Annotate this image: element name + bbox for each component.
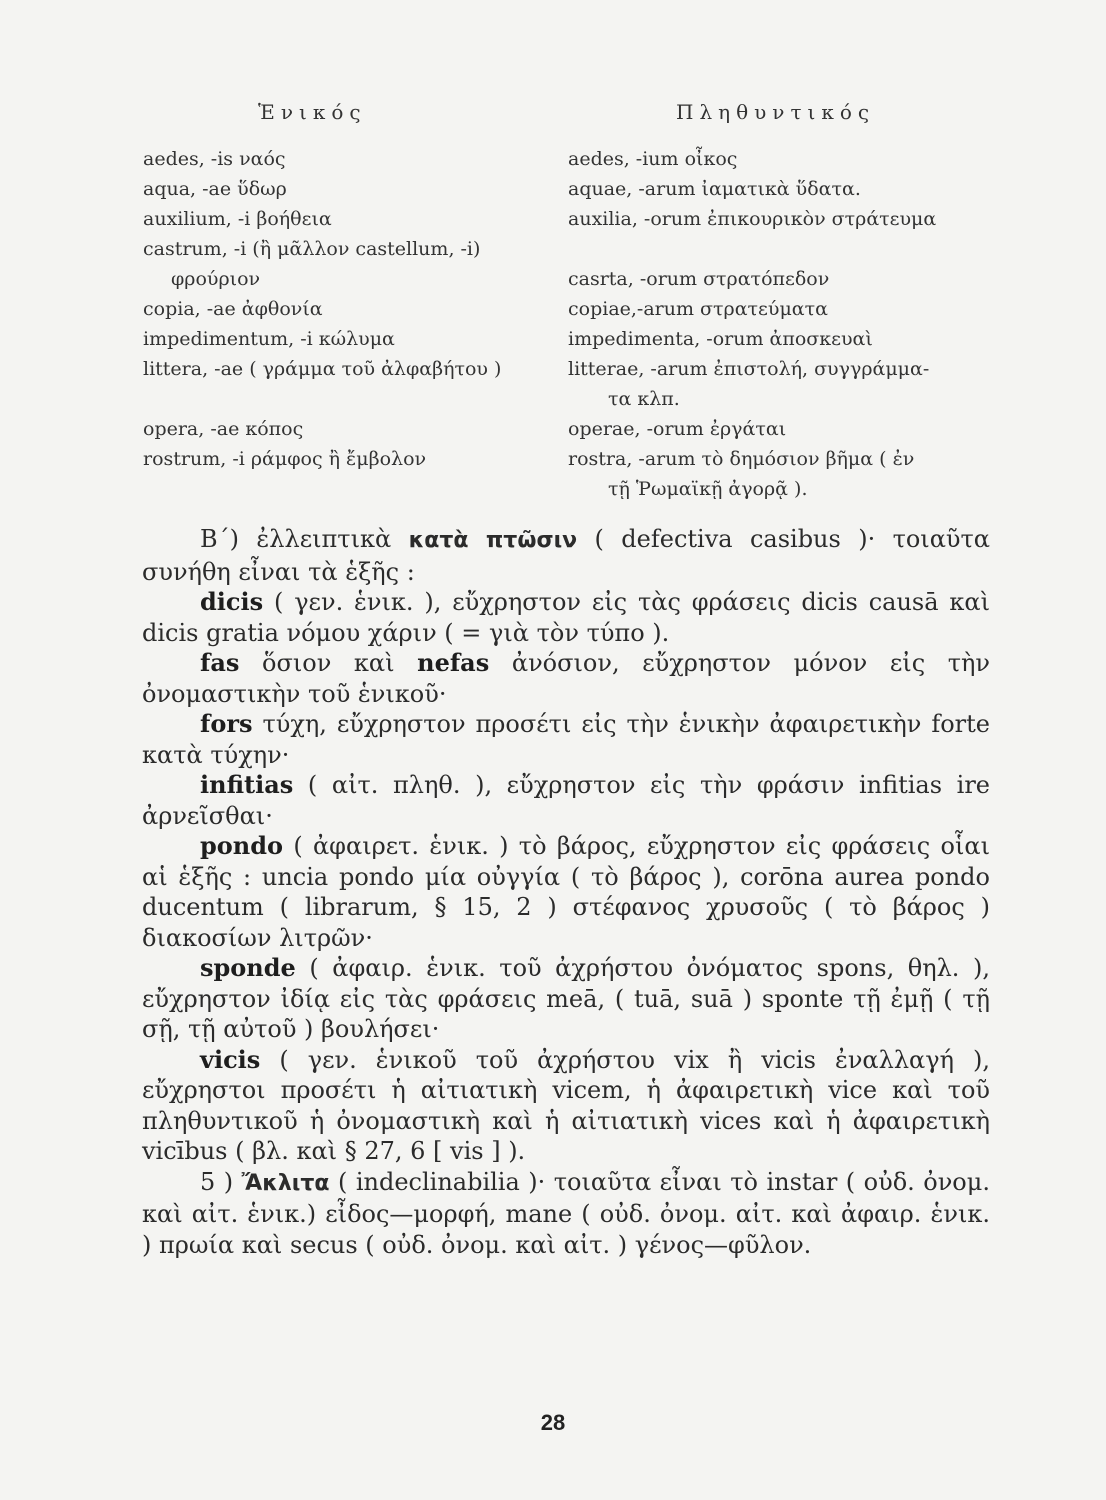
plural-row: aedes, -ium οἶκος bbox=[568, 148, 738, 170]
section-intro: Β΄) ἐλλειπτικὰ κατὰ πτῶσιν ( defectiva casibus )· τοιαῦτα συνήθη εἶναι τὰ ἑξῆς : bbox=[142, 525, 990, 586]
plural-row: τα κλπ. bbox=[608, 388, 680, 410]
plural-row: operae, -orum ἐργάται bbox=[568, 418, 787, 440]
entry-term: fors bbox=[200, 709, 253, 738]
entry-term: sponde bbox=[200, 953, 296, 982]
singular-heading: Ἑνικός bbox=[258, 100, 367, 124]
section-heading: κατὰ πτῶσιν bbox=[408, 528, 578, 553]
singular-row bbox=[143, 384, 583, 414]
singular-row: copia, -ae ἀφθονία bbox=[143, 298, 323, 320]
plural-row: copiae,-arum στρατεύματα bbox=[568, 298, 828, 320]
singular-list bbox=[143, 144, 583, 474]
plural-row: impedimenta, -orum ἀποσκευαὶ bbox=[568, 328, 873, 350]
singular-row: φρούριον bbox=[171, 268, 261, 290]
plural-row: aquae, -arum ἰαματικὰ ὕδατα. bbox=[568, 178, 861, 200]
singular-row: opera, -ae κόπος bbox=[143, 418, 304, 440]
singular-row: aedes, -is ναός bbox=[143, 148, 286, 170]
section-label: Β΄) bbox=[200, 525, 239, 553]
plural-row: τῇ Ῥωμαϊκῇ ἀγορᾷ ). bbox=[608, 478, 808, 500]
plural-heading: Πληθυντικός bbox=[676, 100, 876, 124]
entry-fas: fas ὅσιον καὶ nefas ἀνόσιον, εὔχρηστον μόνον εἰς τὴν ὀνομαστικὴν τοῦ ἑνικοῦ· bbox=[142, 648, 990, 708]
singular-row: rostrum, -i ράμφος ἢ ἔμβολον bbox=[143, 448, 427, 470]
singular-row: castrum, -i (ἢ μᾶλλον castellum, -i) bbox=[143, 238, 481, 260]
entry-term: nefas bbox=[417, 648, 490, 677]
plural-row: casrta, -orum στρατόπεδον bbox=[568, 268, 830, 290]
entry-term: vicis bbox=[200, 1044, 261, 1074]
plural-row: litterae, -arum ἐπιστολή, συγγράμμα- bbox=[568, 358, 930, 380]
entry-sponde: sponde ( ἀφαιρ. ἑνικ. τοῦ ἀχρήστου ὀνόματος spons, θηλ. ), εὔχρηστον ἰδίᾳ εἰς τὰς φράσεις meā, ( tuā, suā ) sponte τῇ ἐμῇ ( τῇ σῇ, τῇ αὐτοῦ ) βουλήσει· bbox=[142, 953, 990, 1043]
plural-row: rostra, -arum τὸ δημόσιον βῆμα ( ἐν bbox=[568, 448, 915, 470]
page-number: 28 bbox=[540, 1410, 566, 1435]
entry-vicis: vicis ( γεν. ἑνικοῦ τοῦ ἀχρήστου vix ἢ vicis ἐναλλαγή ), εὔχρηστοι προσέτι ἡ αἰτιατικὴ vicem, ἡ ἀφαιρετικὴ vice καὶ τοῦ πληθυντικοῦ ἡ ὀνομαστικὴ καὶ ἡ αἰτιατικὴ vices καὶ ἡ ἀφαιρετικὴ vicībus ( βλ. καὶ § 27, 6 [ vis ] ). bbox=[142, 1044, 990, 1165]
plural-row: auxilia, -orum ἐπικουρικὸν στράτευμα bbox=[568, 208, 937, 230]
singular-row: aqua, -ae ὕδωρ bbox=[143, 178, 287, 200]
singular-row: littera, -ae ( γράμμα τοῦ ἀλφαβήτου ) bbox=[143, 358, 502, 380]
entry-pondo: pondo ( ἀφαιρετ. ἑνικ. ) τὸ βάρος, εὔχρηστον εἰς φράσεις οἷαι αἱ ἑξῆς : uncia pondo μία οὐγγία ( τὸ βάρος ), corōna aurea pondo ducentum ( librarum, § 15, 2 ) στέφανος χρυσοῦς ( τὸ βάρος ) διακοσίων λιτρῶν· bbox=[142, 831, 990, 952]
entry-fors: fors τύχη, εὔχρηστον προσέτι εἰς τὴν ἑνικὴν ἀφαιρετικὴν forte κατὰ τύχην· bbox=[142, 709, 990, 769]
entry-term: fas bbox=[200, 648, 240, 677]
entry-term: dicis bbox=[200, 587, 264, 616]
singular-row: auxilium, -i βοήθεια bbox=[143, 208, 332, 230]
singular-row: impedimentum, -i κώλυμα bbox=[143, 328, 395, 350]
plural-list bbox=[568, 144, 1008, 504]
plural-row bbox=[568, 234, 1008, 264]
entry-term: pondo bbox=[200, 831, 284, 860]
entry-term: infitias bbox=[200, 770, 294, 799]
main-text bbox=[142, 524, 990, 1260]
section-heading: Ἄκλιτα bbox=[241, 1170, 330, 1196]
section-aklita: 5 ) Ἄκλιτα ( indeclinabilia )· τοιαῦτα εἶναι τὸ instar ( οὐδ. ὀνομ. καὶ αἰτ. ἑνικ.) εἶδος—μορφή, mane ( οὐδ. ὀνομ. αἰτ. καὶ ἀφαιρ. ἑνικ. ) πρωία καὶ secus ( οὐδ. ὀνομ. καὶ αἰτ. ) γένος—φῦλον. bbox=[142, 1167, 990, 1259]
entry-infitias: infitias ( αἰτ. πληθ. ), εὔχρηστον εἰς τὴν φράσιν infitias ire ἀρνεῖσθαι· bbox=[142, 770, 990, 830]
entry-dicis: dicis ( γεν. ἑνικ. ), εὔχρηστον εἰς τὰς φράσεις dicis causā καὶ dicis gratia νόμου χάριν ( = γιὰ τὸν τύπο ). bbox=[142, 587, 990, 647]
section-number: 5 ) bbox=[200, 1167, 234, 1196]
